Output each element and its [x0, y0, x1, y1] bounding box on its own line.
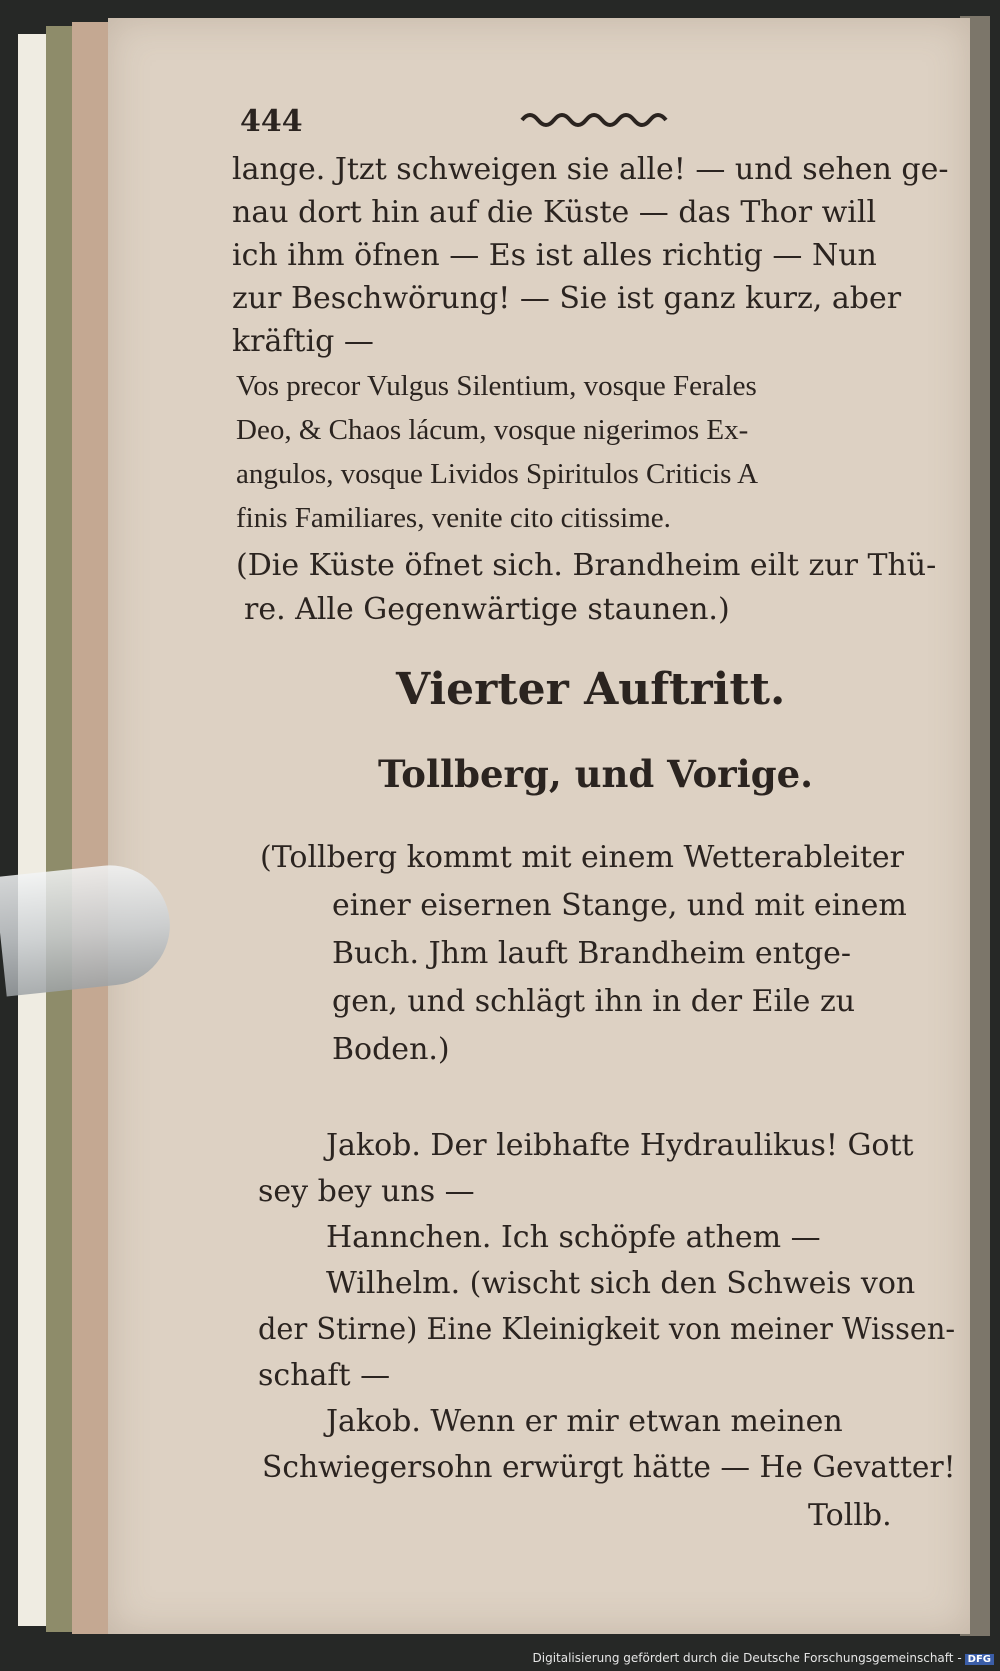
stage-direction-line: Boden.): [332, 1032, 450, 1067]
latin-line: finis Familiares, venite cito citissime.: [236, 502, 671, 534]
text-line: ich ihm öfnen — Es ist alles richtig — Nun: [232, 238, 877, 273]
footer-credit: [533, 1651, 995, 1665]
dfg-logo: DFG: [965, 1654, 994, 1665]
latin-line: Vos precor Vulgus Silentium, vosque Ferales: [236, 370, 757, 402]
dialogue-line: Hannchen. Ich schöpfe athem —: [326, 1220, 821, 1255]
stage-direction-line: einer eisernen Stange, und mit einem: [332, 888, 907, 923]
text-line: kräftig —: [232, 324, 374, 359]
ornament-icon: [520, 108, 670, 128]
dialogue-line: Jakob. Wenn er mir etwan meinen: [326, 1404, 843, 1439]
page-number: 444: [240, 104, 303, 139]
dialogue-line: sey bey uns —: [258, 1174, 475, 1209]
dialogue-line: der Stirne) Eine Kleinigkeit von meiner Wissen-: [258, 1312, 956, 1347]
latin-line: angulos, vosque Lividos Spiritulos Criticis A: [236, 458, 759, 490]
text-line: zur Beschwörung! — Sie ist ganz kurz, aber: [232, 281, 902, 316]
dialogue-line: Schwiegersohn erwürgt hätte — He Gevatter!: [262, 1450, 956, 1485]
text-line: lange. Jtzt schweigen sie alle! — und sehen ge-: [232, 152, 949, 187]
characters-heading: Tollberg, und Vorige.: [378, 752, 814, 796]
dialogue-line: Wilhelm. (wischt sich den Schweis von: [326, 1266, 916, 1301]
dialogue-line: schaft —: [258, 1358, 391, 1393]
footer-text: Digitalisierung gefördert durch die Deutsche Forschungsgemeinschaft -: [532, 1651, 962, 1665]
stage-direction-line: Buch. Jhm lauft Brandheim entge-: [332, 936, 852, 971]
stage-direction-line: (Die Küste öfnet sich. Brandheim eilt zur Thü-: [236, 548, 937, 583]
scene-heading: Vierter Auftritt.: [396, 664, 786, 715]
text-line: nau dort hin auf die Küste — das Thor will: [232, 195, 877, 230]
stage-direction-line: (Tollberg kommt mit einem Wetterableiter: [260, 840, 904, 875]
dialogue-line: Jakob. Der leibhafte Hydraulikus! Gott: [326, 1128, 914, 1163]
stage-direction-line: gen, und schlägt ihn in der Eile zu: [332, 984, 856, 1019]
stage-direction-line: re. Alle Gegenwärtige staunen.): [244, 592, 730, 627]
catchword: Tollb.: [808, 1498, 892, 1533]
latin-line: Deo, & Chaos lácum, vosque nigerimos Ex-: [236, 414, 749, 446]
